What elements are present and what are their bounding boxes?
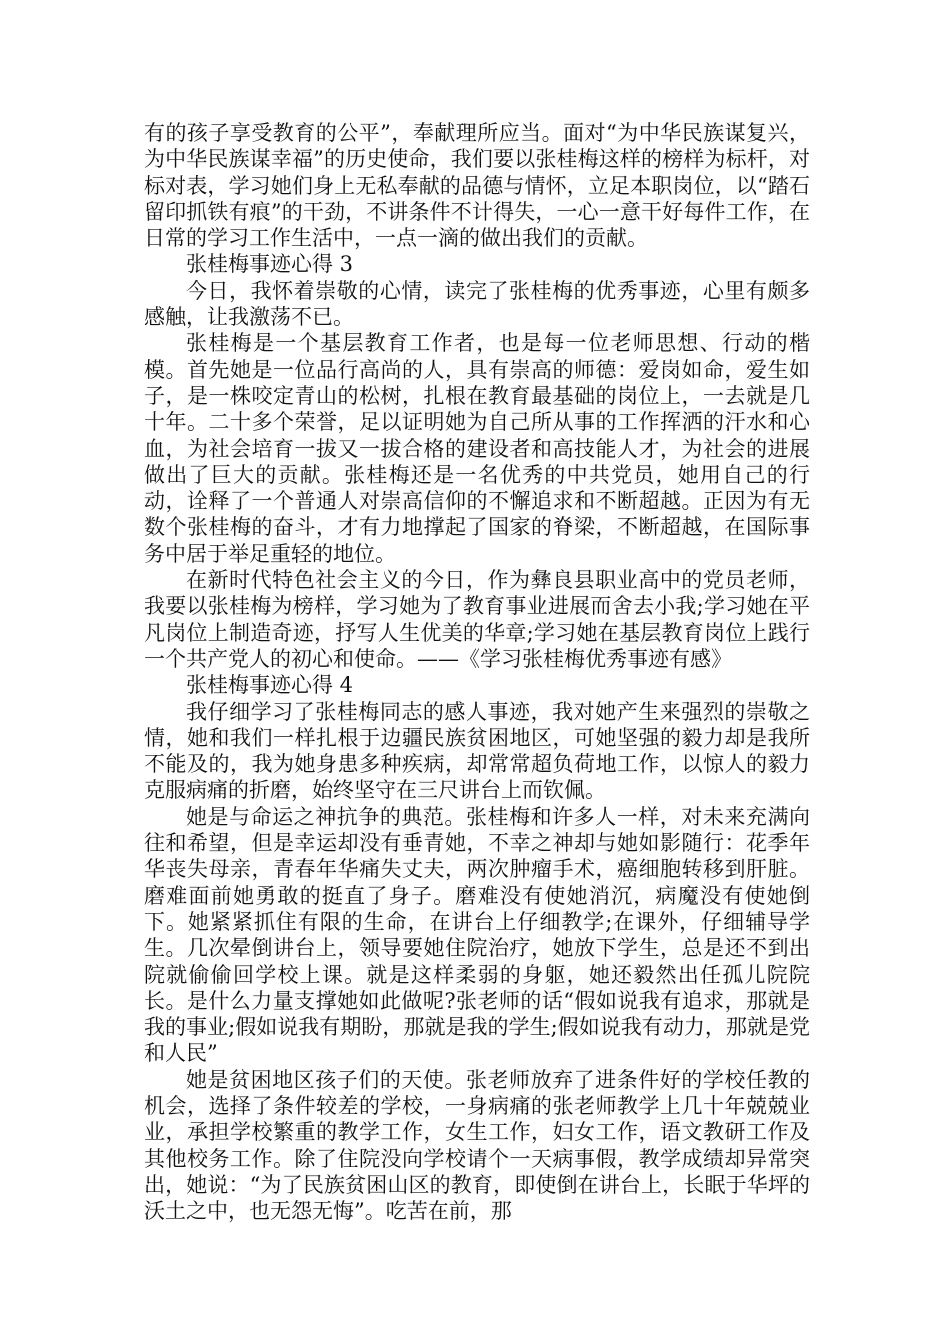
paragraph-continuation: 有的孩子享受教育的公平”，奉献理所应当。面对“为中华民族谋复兴，为中华民族谋幸福”的历史使命，我们要以张桂梅这样的榜样为标杆，对标对表，学习她们身上无私奉献的品德与情怀，立足本职岗位，以“踏石留印抓铁有痕”的干劲，不讲条件不计得失，一心一意干好每件工作，在日常的学习工作生活中，一点一滴的做出我们的贡献。 <box>144 121 810 251</box>
paragraph: 我仔细学习了张桂梅同志的感人事迹，我对她产生来强烈的崇敬之情，她和我们一样扎根于边疆民族贫困地区，可她坚强的毅力却是我所不能及的，我为她身患多种疾病，却常常超负荷地工作，以惊人的毅力克服病痛的折磨，始终坚守在三尺讲台上而钦佩。 <box>144 699 810 803</box>
paragraph: 今日，我怀着崇敬的心情，读完了张桂梅的优秀事迹，心里有颇多感触，让我激荡不已。 <box>144 278 810 330</box>
section-heading-3: 张桂梅事迹心得 3 <box>186 252 354 277</box>
section-heading-4: 张桂梅事迹心得 4 <box>186 673 354 698</box>
paragraph: 张桂梅是一个基层教育工作者，也是每一位老师思想、行动的楷模。首先她是一位品行高尚的人，具有崇高的师德：爱岗如命，爱生如子，是一株咬定青山的松树，扎根在教育最基础的岗位上，一去就是几十年。二十多个荣誉，足以证明她为自己所从事的工作挥洒的汗水和心血，为社会培育一拔又一拔合格的建设者和高技能人才，为社会的进展做出了巨大的贡献。张桂梅还是一名优秀的中共党员，她用自己的行动，诠释了一个普通人对崇高信仰的不懈追求和不断超越。正因为有无数个张桂梅的奋斗，才有力地撑起了国家的脊梁，不断超越，在国际事务中居于举足重轻的地位。 <box>144 331 810 566</box>
paragraph: 她是与命运之神抗争的典范。张桂梅和许多人一样，对未来充满向往和希望，但是幸运却没有垂青她，不幸之神却与她如影随行：花季年华丧失母亲，青春年华痛失丈夫，两次肿瘤手术，癌细胞转移到肝脏。磨难面前她勇敢的挺直了身子。磨难没有使她消沉，病魔没有使她倒下。她紧紧抓住有限的生命，在讲台上仔细教学;在课外，仔细辅导学生。几次晕倒讲台上，领导要她住院治疗，她放下学生，总是还不到出院就偷偷回学校上课。就是这样柔弱的身躯，她还毅然出任孤儿院院长。是什么力量支撑她如此做呢?张老师的话“假如说我有追求，那就是我的事业;假如说我有期盼，那就是我的学生;假如说我有动力，那就是党和人民” <box>144 804 810 1066</box>
paragraph: 她是贫困地区孩子们的天使。张老师放弃了进条件好的学校任教的机会，选择了条件较差的学校，一身病痛的张老师教学上几十年兢兢业业，承担学校繁重的教学工作，女生工作，妇女工作，语文教研工作及其他校务工作。除了住院没向学校请个一天病事假，教学成绩却异常突出，她说：“为了民族贫困山区的教育，即使倒在讲台上，长眠于华坪的沃土之中，也无怨无悔”。吃苦在前，那 <box>144 1067 810 1224</box>
paragraph: 在新时代特色社会主义的今日，作为彝良县职业高中的党员老师，我要以张桂梅为榜样，学习她为了教育事业进展而舍去小我;学习她在平凡岗位上制造奇迹，抒写人生优美的华章;学习她在基层教育岗位上践行一个共产党人的初心和使命。——《学习张桂梅优秀事迹有感》 <box>144 568 810 671</box>
document-page <box>144 120 810 1224</box>
